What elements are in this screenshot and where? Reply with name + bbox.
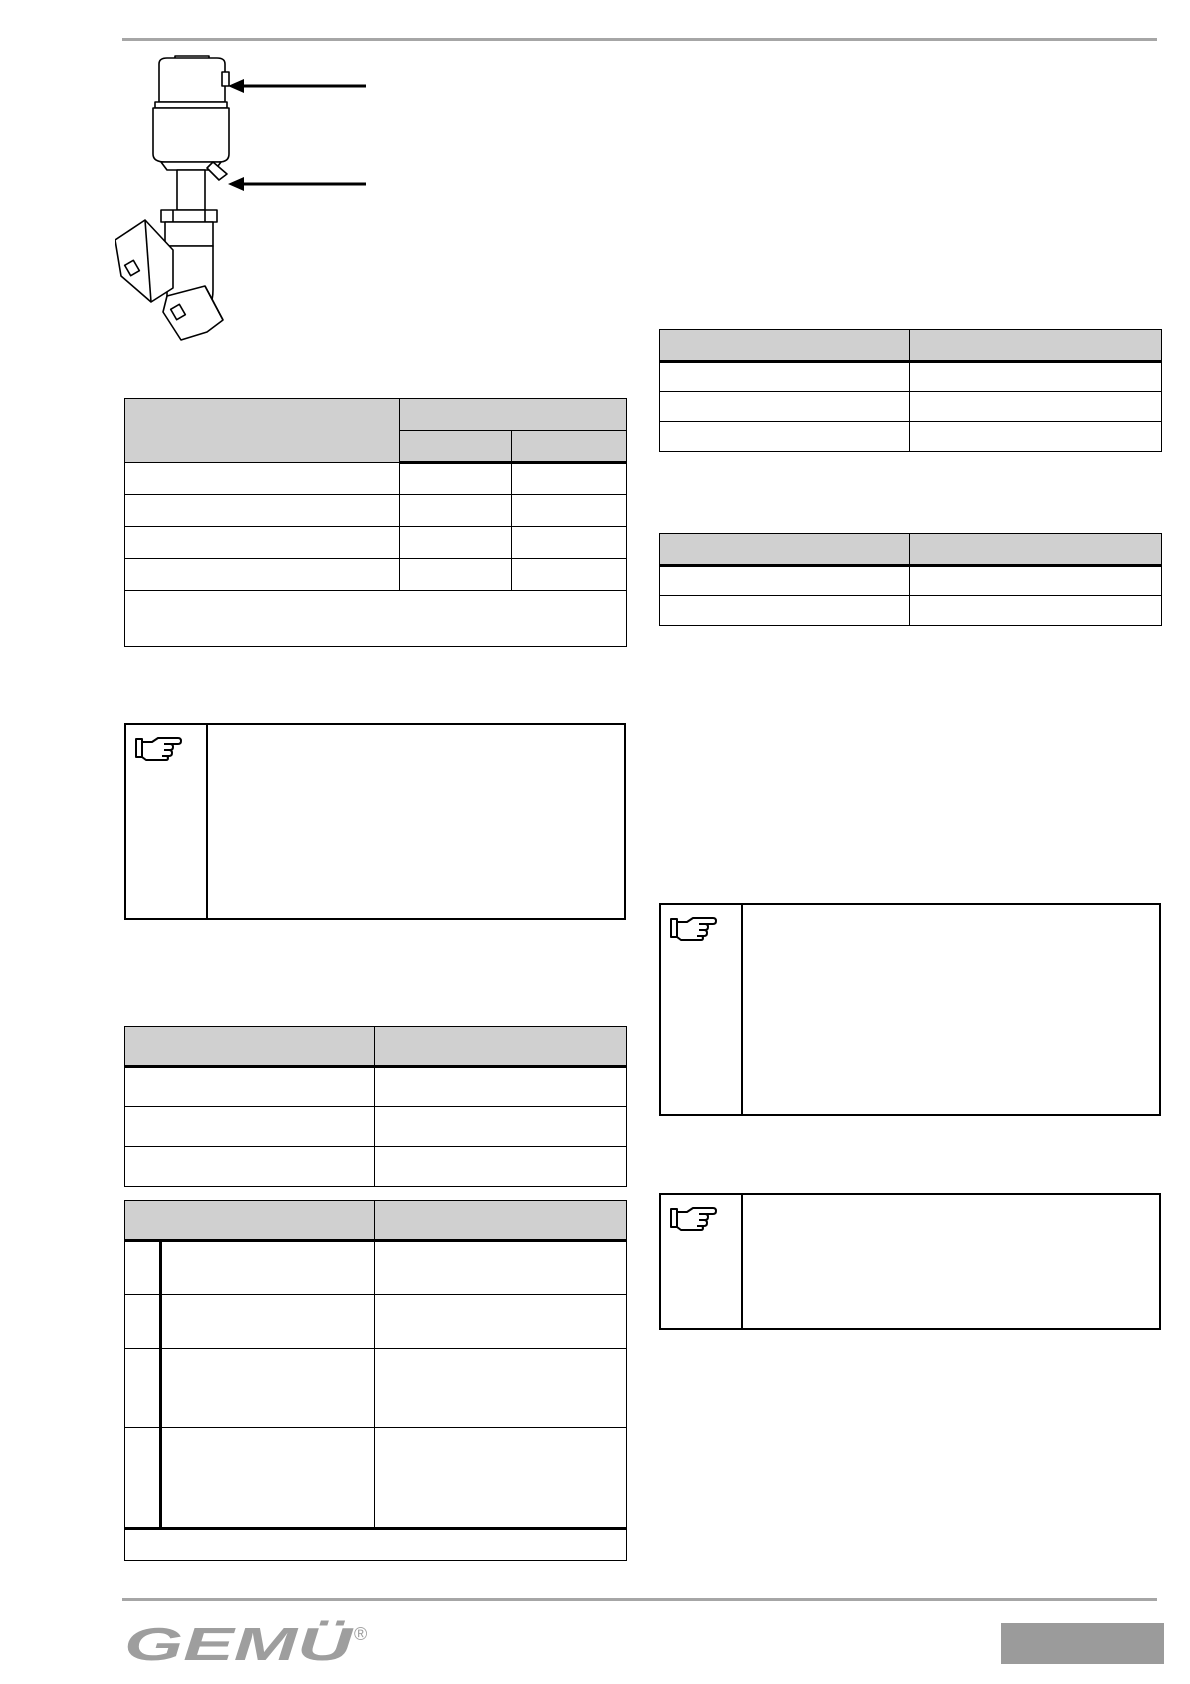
note-box-right-2 — [659, 1193, 1161, 1330]
table-row — [125, 1295, 627, 1349]
table-cell — [660, 534, 910, 566]
note-box-right-1 — [659, 903, 1161, 1116]
table-cell — [375, 1027, 627, 1067]
table-row — [125, 1349, 627, 1428]
pointing-hand-icon — [669, 915, 717, 941]
pointing-hand-icon — [134, 735, 182, 761]
table-row — [125, 1107, 627, 1147]
table-row — [660, 392, 1162, 422]
table-cell — [512, 431, 627, 463]
table-cell — [910, 534, 1162, 566]
logo-text: GEMÜ — [124, 1618, 355, 1668]
table-row — [125, 527, 627, 559]
table-row — [125, 463, 627, 495]
table-left-1 — [124, 398, 627, 647]
table-row — [660, 362, 1162, 392]
registered-mark: ® — [354, 1624, 368, 1644]
page-number-tab — [1001, 1623, 1164, 1664]
table-cell — [910, 330, 1162, 362]
table-row — [125, 495, 627, 527]
table-cell — [400, 431, 512, 463]
lower-arrow — [228, 176, 368, 192]
table-cell — [400, 399, 627, 431]
table-cell — [125, 399, 400, 463]
table-right-2 — [659, 533, 1162, 626]
table-cell — [660, 330, 910, 362]
upper-arrow — [228, 78, 368, 94]
table-left-3 — [124, 1200, 627, 1561]
table-row — [660, 596, 1162, 626]
table-row — [125, 1067, 627, 1107]
table-row — [125, 1428, 627, 1529]
table-row — [125, 559, 627, 591]
gemu-logo — [120, 1618, 380, 1668]
table-cell — [125, 1027, 375, 1067]
table-cell — [125, 1201, 375, 1241]
header-rule — [122, 38, 1157, 41]
valve-illustration — [115, 50, 375, 360]
table-row — [125, 1241, 627, 1295]
table-row — [660, 422, 1162, 452]
table-footnote-row — [125, 591, 627, 647]
footer-rule — [122, 1598, 1157, 1601]
table-right-1 — [659, 329, 1162, 452]
table-row — [660, 566, 1162, 596]
table-cell — [375, 1201, 627, 1241]
pointing-hand-icon — [669, 1205, 717, 1231]
table-left-2 — [124, 1026, 627, 1187]
table-row — [125, 1147, 627, 1187]
note-box-left — [124, 723, 626, 920]
table-footnote-row — [125, 1529, 627, 1561]
